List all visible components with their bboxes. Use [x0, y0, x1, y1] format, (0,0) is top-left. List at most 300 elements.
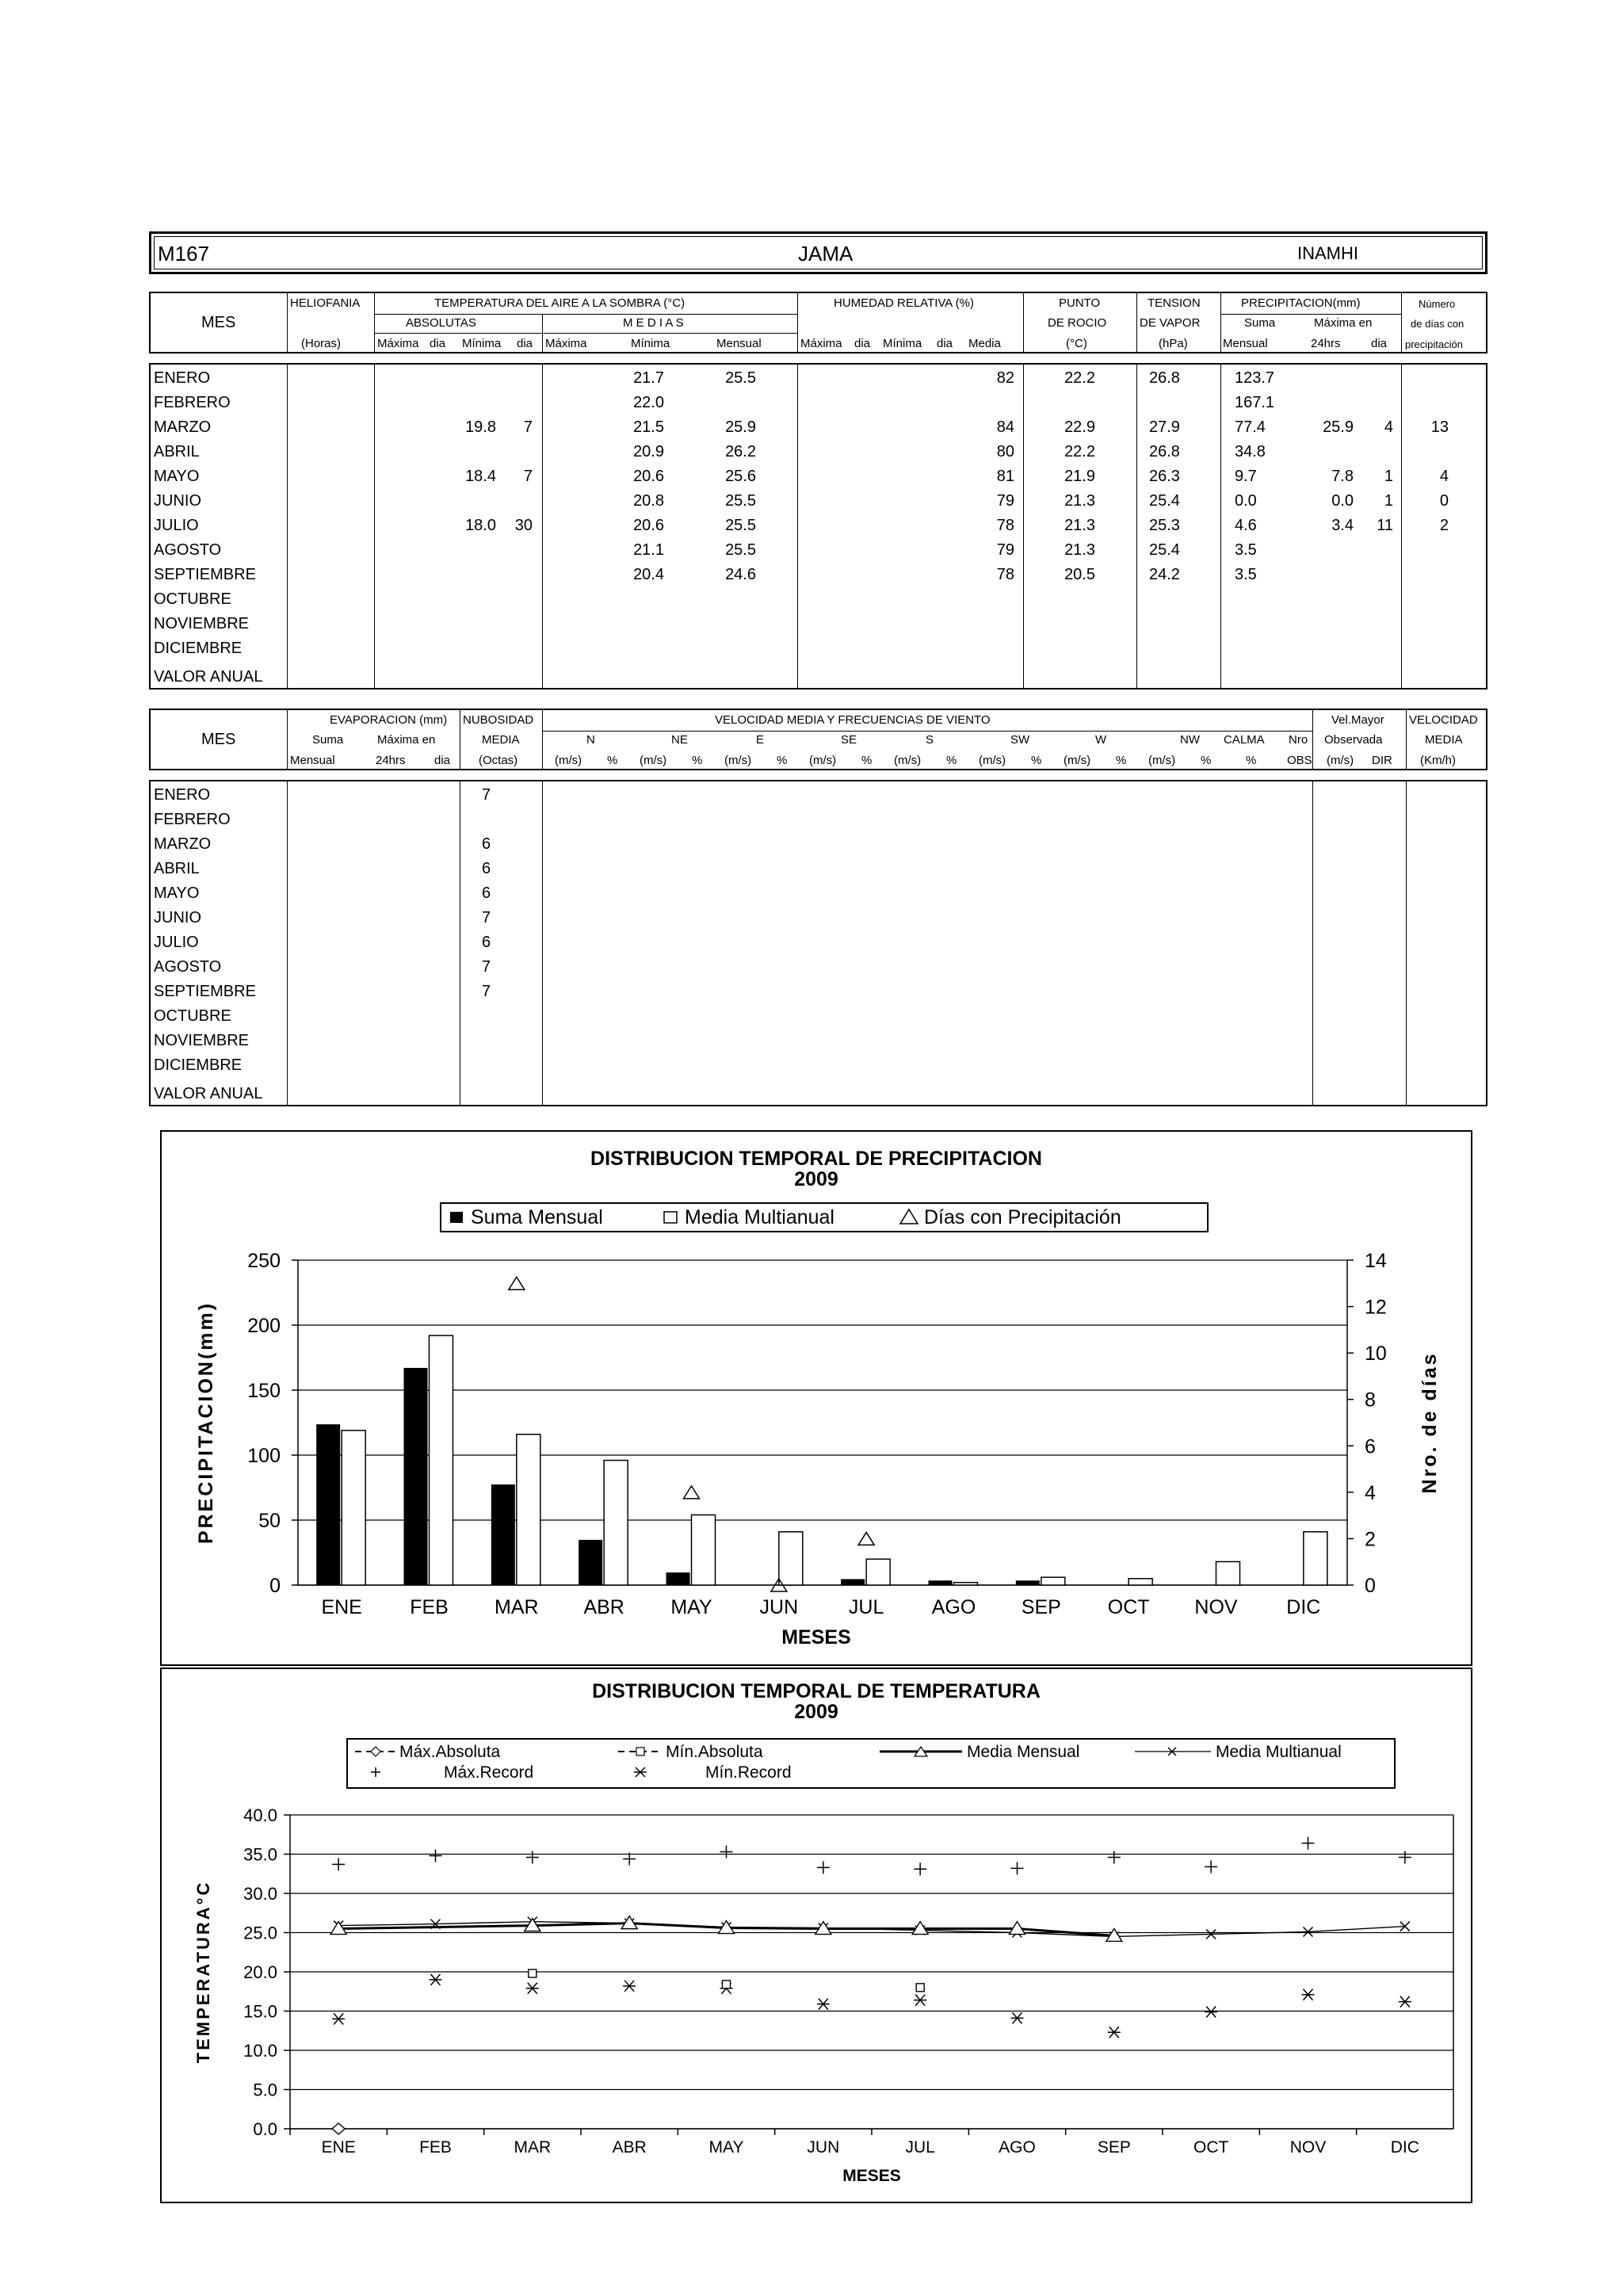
cell-tension-vapor: 27.9: [1149, 418, 1180, 436]
cell-tmin-media: 21.7: [633, 369, 664, 387]
th2-pct: %: [861, 754, 873, 767]
th2-ms: (m/s): [724, 754, 752, 767]
row-month: FEBRERO: [154, 811, 231, 828]
point-min-record: [1399, 1996, 1411, 2008]
cell-num-dias: 0: [1439, 492, 1449, 510]
cell-tmin-abs: 19.8: [465, 418, 496, 436]
cell-t-mensual: 25.5: [725, 492, 756, 510]
cell-punto-rocio: 22.2: [1064, 443, 1095, 460]
th2-velmayor: Vel.Mayor: [1331, 713, 1384, 727]
bar-suma-mensual: [491, 1484, 515, 1585]
cell-precip-suma: 3.5: [1235, 566, 1257, 583]
cell-precip-dia: 1: [1384, 468, 1393, 485]
th-tension-unit: (hPa): [1159, 337, 1188, 350]
cell-punto-rocio: 22.2: [1064, 369, 1095, 387]
th-abs-dia2: dia: [517, 337, 533, 350]
cell-precip-dia: 11: [1377, 517, 1393, 534]
legend-label-mediamens: Media Mensual: [967, 1743, 1080, 1761]
point-min-record: [623, 1981, 636, 1992]
point-min-record: [1205, 2006, 1217, 2017]
chart1-ytick-right-label: 6: [1365, 1435, 1376, 1458]
chart1-ytick-right-label: 8: [1365, 1389, 1376, 1412]
th2-mes: MES: [201, 731, 236, 748]
cell-punto-rocio: 21.3: [1064, 492, 1095, 510]
legend-label-minabs: Mín.Absoluta: [666, 1743, 763, 1761]
cell-tension-vapor: 25.3: [1149, 517, 1180, 534]
th2-vm-dir: DIR: [1372, 754, 1392, 767]
th-hr-maxima: Máxima: [800, 337, 842, 350]
th-hr-media: Media: [968, 337, 1001, 350]
cell-nubosidad: 7: [482, 786, 491, 804]
bar-media-multianual: [517, 1435, 540, 1585]
th2-dir-sw: SW: [1010, 733, 1030, 747]
chart1-ytick-right-label: 12: [1365, 1296, 1387, 1319]
cell-punto-rocio: 21.3: [1064, 541, 1095, 559]
legend-label-media: Media Multianual: [685, 1206, 834, 1228]
point-max-record: [1011, 1862, 1024, 1874]
chart2-xlabel: MESES: [842, 2167, 901, 2185]
point-dias-precipitacion: [684, 1486, 700, 1499]
cell-t-mensual: 25.5: [725, 369, 756, 387]
th2-observada: Observada: [1324, 733, 1383, 747]
cell-t-mensual: 25.9: [725, 418, 756, 436]
chart1-ytick-right-label: 10: [1365, 1343, 1387, 1366]
cell-tmin-media: 21.1: [633, 541, 664, 559]
row-month: ABRIL: [154, 443, 200, 460]
chart1-xtick-label: FEB: [410, 1596, 449, 1618]
cell-num-dias: 4: [1439, 468, 1449, 485]
row-month: AGOSTO: [154, 958, 222, 976]
th-temperatura: TEMPERATURA DEL AIRE A LA SOMBRA (°C): [434, 296, 685, 310]
th2-calma: CALMA: [1224, 733, 1265, 747]
point-min-record: [914, 1995, 926, 2006]
row-month: OCTUBRE: [154, 590, 231, 608]
cell-t-mensual: 25.5: [725, 517, 756, 534]
th2-maxima-en: Máxima en: [377, 733, 436, 747]
row-month: MAYO: [154, 884, 200, 902]
row-month: MAYO: [154, 468, 200, 485]
chart1-ytick-label: 200: [247, 1315, 281, 1337]
agency-name: INAMHI: [1297, 243, 1358, 263]
chart2-xtick-label: ENE: [321, 2138, 356, 2157]
cell-hr-media: 78: [996, 566, 1014, 583]
cell-precip-suma: 4.6: [1235, 517, 1257, 534]
cell-tmin-media: 20.6: [633, 517, 664, 534]
bar-media-multianual: [1128, 1579, 1152, 1585]
legend-label-suma: Suma Mensual: [471, 1206, 603, 1228]
th-mes: MES: [201, 314, 236, 331]
chart2-xtick-label: AGO: [999, 2138, 1036, 2157]
th2-dir-e: E: [756, 733, 765, 747]
point-min-record: [430, 1974, 442, 1985]
table2-body: [149, 780, 1487, 1106]
th-punto: PUNTO: [1059, 296, 1101, 310]
th-punto-unit: (°C): [1066, 337, 1087, 350]
th2-nubosidad: NUBOSIDAD: [463, 713, 534, 727]
point-max-record: [914, 1862, 926, 1875]
point-min-record: [1011, 2012, 1024, 2023]
cell-tension-vapor: 26.8: [1149, 443, 1180, 460]
point-min-absoluta: [529, 1969, 537, 1977]
point-max-record: [1399, 1851, 1411, 1863]
legend-label-minrec: Mín.Record: [705, 1763, 792, 1782]
chart2-ytick-label: 10.0: [243, 2041, 277, 2061]
cell-tmin-media: 20.6: [633, 468, 664, 485]
th2-ms: (m/s): [1148, 754, 1176, 767]
chart1-xtick-label: JUL: [848, 1596, 884, 1618]
cell-nubosidad: 7: [482, 983, 491, 1000]
chart2-ytick-label: 40.0: [243, 1805, 277, 1825]
valor-anual-label: VALOR ANUAL: [154, 668, 263, 686]
cell-hr-media: 80: [996, 443, 1014, 460]
th-absolutas: ABSOLUTAS: [406, 316, 476, 330]
cell-hr-media: 82: [996, 369, 1014, 387]
point-min-absoluta: [723, 1981, 731, 1988]
chart1-ytick-right-label: 2: [1365, 1528, 1376, 1551]
point-min-record: [1302, 1989, 1315, 2000]
th-suma: Suma: [1244, 316, 1276, 330]
cell-precip-suma: 123.7: [1235, 369, 1275, 387]
point-dias-precipitacion: [858, 1532, 874, 1545]
point-max-record: [526, 1851, 539, 1863]
cell-t-mensual: 25.6: [725, 468, 756, 485]
cell-nubosidad: 6: [482, 860, 491, 877]
cell-tmin-media: 22.0: [633, 394, 664, 411]
bar-media-multianual: [342, 1431, 365, 1585]
th-tension: TENSION: [1148, 296, 1201, 310]
row-month: NOVIEMBRE: [154, 1032, 250, 1049]
legend-swatch-suma: [450, 1212, 463, 1223]
cell-nubosidad: 7: [482, 958, 491, 976]
temperature-chart: [162, 1669, 1471, 2202]
th2-ms: (m/s): [979, 754, 1006, 767]
cell-tension-vapor: 26.3: [1149, 468, 1180, 485]
cell-tmin-abs: 18.4: [465, 468, 496, 485]
chart2-ytick-label: 0.0: [253, 2119, 277, 2139]
cell-tension-vapor: 24.2: [1149, 566, 1180, 583]
th2-pct: %: [1116, 754, 1127, 767]
chart2-ylabel: TEMPERATURA°C: [193, 1880, 213, 2064]
chart2-ytick-label: 15.0: [243, 2001, 277, 2022]
table2-header: [149, 709, 1487, 770]
th2-pct: %: [946, 754, 957, 767]
th2-pct: %: [1201, 754, 1212, 767]
th2-octas: (Octas): [479, 754, 518, 767]
th-mensual: Mensual: [1223, 337, 1268, 350]
th-precip-dia: dia: [1371, 337, 1388, 350]
th-med-mensual: Mensual: [716, 337, 762, 350]
cell-punto-rocio: 20.5: [1064, 566, 1095, 583]
cell-num-dias: 2: [1439, 517, 1449, 534]
point-max-record: [1302, 1837, 1315, 1850]
chart2-ytick-label: 5.0: [253, 2080, 277, 2100]
point-max-record: [1108, 1851, 1121, 1863]
cell-num-dias: 13: [1430, 418, 1449, 436]
row-month: MARZO: [154, 418, 212, 436]
cell-precip-max24: 7.8: [1331, 468, 1354, 485]
row-month: AGOSTO: [154, 541, 222, 559]
chart1-ytick-label: 0: [269, 1575, 281, 1597]
cell-precip-max24: 0.0: [1331, 492, 1354, 510]
table1-body: [149, 363, 1487, 690]
th2-ms: (m/s): [809, 754, 837, 767]
chart1-xtick-label: ENE: [321, 1596, 362, 1618]
chart2-subtitle: 2009: [794, 1701, 838, 1723]
bar-suma-mensual: [841, 1579, 865, 1585]
point-max-record: [332, 1858, 345, 1870]
chart1-xlabel: MESES: [781, 1626, 851, 1648]
temperature-chart-frame: [160, 1668, 1472, 2203]
bar-media-multianual: [779, 1532, 803, 1585]
legend-label-maxabs: Máx.Absoluta: [399, 1743, 501, 1761]
th2-pct: %: [777, 754, 788, 767]
row-month: ENERO: [154, 369, 211, 387]
th2-24hrs: 24hrs: [376, 754, 406, 767]
point-max-absoluta: [332, 2123, 345, 2134]
chart2-xtick-label: NOV: [1289, 2138, 1327, 2157]
cell-precip-suma: 0.0: [1235, 492, 1257, 510]
legend-label-mediamulti: Media Multianual: [1216, 1743, 1342, 1761]
row-month: JUNIO: [154, 909, 201, 926]
chart2-xtick-label: OCT: [1193, 2138, 1229, 2157]
point-max-record: [720, 1846, 733, 1859]
chart1-xtick-label: JUN: [759, 1596, 799, 1618]
chart1-ylabel: PRECIPITACION(mm): [195, 1301, 217, 1545]
row-month: FEBRERO: [154, 394, 231, 411]
th-med-maxima: Máxima: [545, 337, 587, 350]
cell-punto-rocio: 22.9: [1064, 418, 1095, 436]
th2-dir-se: SE: [841, 733, 857, 747]
th-medias: M E D I A S: [623, 316, 684, 330]
th2-dir-n: N: [586, 733, 595, 747]
bar-suma-mensual: [929, 1580, 953, 1585]
cell-tmin-dia: 7: [523, 418, 533, 436]
bar-suma-mensual: [316, 1424, 340, 1585]
row-month: NOVIEMBRE: [154, 615, 250, 632]
th2-suma: Suma: [312, 733, 344, 747]
th2-obs: OBS: [1287, 754, 1312, 767]
th2-calma-pct: %: [1246, 754, 1257, 767]
th-hr-dia2: dia: [937, 337, 953, 350]
cell-tmin-media: 20.8: [633, 492, 664, 510]
th-tension2: DE VAPOR: [1140, 316, 1201, 330]
bar-suma-mensual: [666, 1572, 690, 1585]
row-month: SEPTIEMBRE: [154, 983, 256, 1000]
th2-vm-ms: (m/s): [1327, 754, 1354, 767]
cell-precip-suma: 9.7: [1235, 468, 1257, 485]
bar-media-multianual: [692, 1515, 716, 1585]
cell-precip-suma: 34.8: [1235, 443, 1266, 460]
chart1-xtick-label: MAR: [495, 1596, 539, 1618]
row-month: JUNIO: [154, 492, 201, 510]
th2-viento: VELOCIDAD MEDIA Y FRECUENCIAS DE VIENTO: [715, 713, 991, 727]
th-abs-dia1: dia: [430, 337, 446, 350]
cell-tension-vapor: 25.4: [1149, 492, 1180, 510]
point-min-absoluta: [916, 1984, 924, 1992]
chart2-xtick-label: DIC: [1390, 2138, 1419, 2157]
cell-tmin-dia: 7: [523, 468, 533, 485]
th2-evaporacion: EVAPORACION (mm): [330, 713, 448, 727]
th2-pct: %: [1031, 754, 1042, 767]
point-min-record: [1108, 2027, 1121, 2038]
bar-suma-mensual: [404, 1368, 428, 1585]
station-header: [149, 231, 1487, 274]
row-month: ENERO: [154, 786, 211, 804]
th2-media: MEDIA: [482, 733, 520, 747]
row-month: SEPTIEMBRE: [154, 566, 256, 583]
cell-tmin-media: 20.9: [633, 443, 664, 460]
cell-precip-suma: 77.4: [1235, 418, 1266, 436]
chart1-xtick-label: ABR: [583, 1596, 624, 1618]
chart1-xtick-label: NOV: [1194, 1596, 1238, 1618]
th-abs-minima: Mínima: [462, 337, 502, 350]
chart1-subtitle: 2009: [794, 1168, 838, 1190]
cell-precip-dia: 4: [1384, 418, 1393, 436]
cell-precip-max24: 25.9: [1323, 418, 1354, 436]
th-heliofania-unit: (Horas): [301, 337, 342, 350]
chart1-title: DISTRIBUCION TEMPORAL DE PRECIPITACION: [590, 1148, 1042, 1170]
th-heliofania: HELIOFANIA: [290, 296, 361, 310]
bar-suma-mensual: [579, 1540, 602, 1585]
chart2-xtick-label: MAY: [708, 2138, 744, 2157]
cell-tmin-media: 20.4: [633, 566, 664, 583]
th-maxima-en: Máxima en: [1314, 316, 1373, 330]
th2-ms: (m/s): [555, 754, 582, 767]
chart1-ytick-right-label: 14: [1365, 1250, 1387, 1272]
chart2-ytick-label: 20.0: [243, 1962, 277, 1982]
cell-hr-media: 79: [996, 492, 1014, 510]
row-month: DICIEMBRE: [154, 640, 242, 657]
th2-ms: (m/s): [894, 754, 922, 767]
th2-dia: dia: [434, 754, 451, 767]
bar-media-multianual: [430, 1335, 453, 1585]
chart1-ytick-label: 150: [247, 1380, 281, 1402]
point-max-record: [1205, 1860, 1217, 1873]
row-month: OCTUBRE: [154, 1007, 231, 1025]
cell-hr-media: 79: [996, 541, 1014, 559]
chart1-xtick-label: DIC: [1286, 1596, 1321, 1618]
th-numero: Número: [1419, 298, 1456, 310]
cell-t-mensual: 25.5: [725, 541, 756, 559]
cell-nubosidad: 7: [482, 909, 491, 926]
th2-dir-ne: NE: [671, 733, 688, 747]
precipitation-chart: [162, 1132, 1471, 1664]
cell-precip-max24: 3.4: [1331, 517, 1354, 534]
th-hr-dia1: dia: [854, 337, 871, 350]
chart2-ytick-label: 30.0: [243, 1884, 277, 1904]
th-precipitacion: PRECIPITACION(mm): [1241, 296, 1361, 310]
cell-tmin-media: 21.5: [633, 418, 664, 436]
chart2-xtick-label: JUL: [905, 2138, 935, 2157]
cell-hr-media: 78: [996, 517, 1014, 534]
cell-tmin-abs: 18.0: [465, 517, 496, 534]
table1-header: [149, 292, 1487, 353]
chart1-ytick-right-label: 0: [1365, 1575, 1376, 1597]
bar-media-multianual: [1304, 1532, 1327, 1585]
th2-dir-w: W: [1095, 733, 1107, 747]
chart1-ylabel-right: Nro. de días: [1419, 1351, 1441, 1494]
chart1-xtick-label: SEP: [1021, 1596, 1061, 1618]
bar-suma-mensual: [1016, 1580, 1040, 1585]
chart1-ytick-label: 250: [247, 1250, 281, 1272]
th-dias-con: de días con: [1411, 318, 1465, 330]
bar-media-multianual: [866, 1559, 890, 1585]
chart1-xtick-label: OCT: [1107, 1596, 1150, 1618]
legend-label-dias: Días con Precipitación: [924, 1206, 1121, 1228]
chart2-xtick-label: JUN: [807, 2138, 840, 2157]
th-hr-minima: Mínima: [883, 337, 922, 350]
point-min-record: [526, 1983, 539, 1994]
th2-ms: (m/s): [1064, 754, 1091, 767]
chart2-xtick-label: ABR: [612, 2138, 647, 2157]
th2-pct: %: [692, 754, 703, 767]
point-min-record: [332, 2013, 345, 2024]
th2-kmh: (Km/h): [1420, 754, 1456, 767]
cell-hr-media: 81: [996, 468, 1014, 485]
row-month: JULIO: [154, 517, 199, 534]
th-punto2: DE ROCIO: [1048, 316, 1107, 330]
legend-swatch-media: [664, 1212, 677, 1223]
cell-precip-suma: 167.1: [1235, 394, 1275, 411]
point-max-record: [430, 1849, 442, 1862]
bar-media-multianual: [954, 1583, 978, 1585]
th-24hrs: 24hrs: [1311, 337, 1341, 350]
bar-media-multianual: [604, 1461, 628, 1585]
bar-media-multianual: [1041, 1577, 1065, 1585]
cell-t-mensual: 26.2: [725, 443, 756, 460]
cell-hr-media: 84: [996, 418, 1014, 436]
chart2-ytick-label: 25.0: [243, 1923, 277, 1943]
cell-precip-dia: 1: [1384, 492, 1393, 510]
chart1-ytick-right-label: 4: [1365, 1481, 1376, 1504]
cell-tension-vapor: 26.8: [1149, 369, 1180, 387]
chart2-xtick-label: MAR: [514, 2138, 552, 2157]
th-precipitacion-n: precipitación: [1405, 338, 1463, 350]
cell-tension-vapor: 25.4: [1149, 541, 1180, 559]
chart2-xtick-label: SEP: [1097, 2138, 1131, 2157]
th2-velocidad: VELOCIDAD: [1409, 713, 1478, 727]
point-dias-precipitacion: [509, 1277, 525, 1289]
legend-label-maxrec: Máx.Record: [444, 1763, 534, 1782]
chart1-ytick-label: 50: [258, 1510, 281, 1532]
th-humedad: HUMEDAD RELATIVA (%): [834, 296, 974, 310]
chart2-ytick-label: 35.0: [243, 1844, 277, 1865]
valor-anual-label-2: VALOR ANUAL: [154, 1085, 263, 1102]
cell-tmin-dia: 30: [514, 517, 533, 534]
bar-media-multianual: [1216, 1561, 1240, 1585]
row-month: JULIO: [154, 934, 199, 951]
th2-mensual: Mensual: [290, 754, 335, 767]
th2-dir-nw: NW: [1180, 733, 1200, 747]
cell-nubosidad: 6: [482, 835, 491, 853]
cell-nubosidad: 6: [482, 934, 491, 951]
cell-precip-suma: 3.5: [1235, 541, 1257, 559]
th2-pct: %: [607, 754, 618, 767]
th2-nro: Nro: [1289, 733, 1308, 747]
cell-punto-rocio: 21.3: [1064, 517, 1095, 534]
chart2-xtick-label: FEB: [419, 2138, 452, 2157]
cell-t-mensual: 24.6: [725, 566, 756, 583]
chart2-title: DISTRIBUCION TEMPORAL DE TEMPERATURA: [592, 1680, 1041, 1702]
chart1-xtick-label: AGO: [931, 1596, 976, 1618]
chart1-xtick-label: MAY: [670, 1596, 712, 1618]
th-abs-maxima: Máxima: [377, 337, 419, 350]
chart1-ytick-label: 100: [247, 1445, 281, 1467]
station-code: M167: [158, 242, 210, 266]
th2-dir-s: S: [926, 733, 934, 747]
station-name: JAMA: [798, 242, 854, 266]
point-max-record: [817, 1861, 830, 1874]
